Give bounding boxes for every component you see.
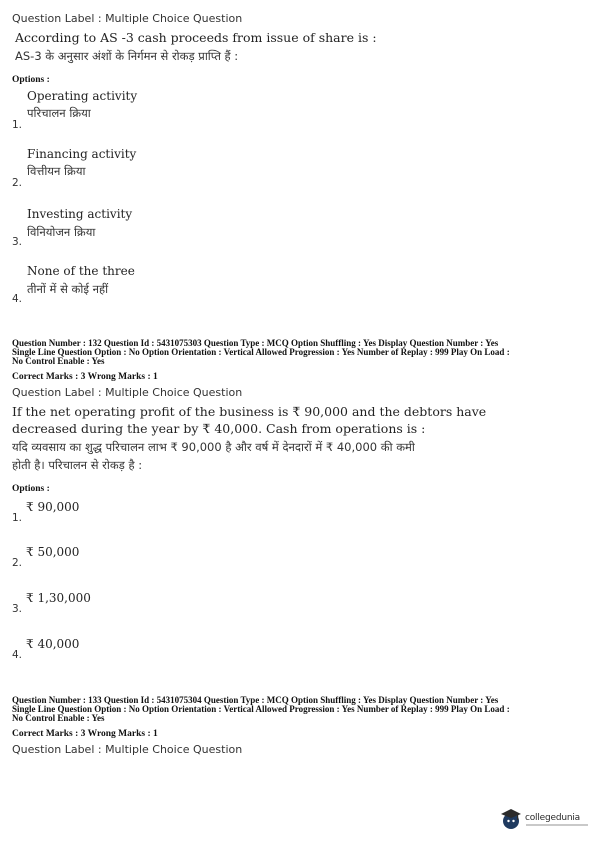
option-text-en: Investing activity (27, 207, 133, 221)
question-text-en: decreased during the year by ₹ 40,000. Cash from operations is : (12, 421, 426, 436)
option-text-hi: विनियोजन क्रिया (27, 225, 96, 239)
question-label: Question Label : Multiple Choice Question (12, 386, 243, 399)
question-text-hi: होती है। परिचालन से रोकड़ है : (12, 458, 143, 472)
question-label: Question Label : Multiple Choice Question (12, 12, 243, 25)
question-meta-line: No Control Enable : Yes (12, 356, 105, 366)
option-text-en: Financing activity (27, 147, 137, 161)
option-text-en: None of the three (27, 264, 135, 278)
option-number: 2. (12, 557, 23, 569)
options-heading: Options : (12, 484, 50, 494)
option-value: ₹ 50,000 (26, 545, 80, 559)
question-text-hi: यदि व्यवसाय का शुद्ध परिचालन लाभ ₹ 90,000 है और वर्ष में देनदारों में ₹ 40,000 की कमी (12, 440, 415, 454)
question-text-en: According to AS -3 cash proceeds from issue of share is : (15, 30, 377, 45)
option-value: ₹ 40,000 (26, 637, 80, 651)
option-text-hi: तीनों में से कोई नहीं (27, 282, 109, 296)
marks-line: Correct Marks : 3 Wrong Marks : 1 (12, 729, 158, 739)
question-meta-line: Question Number : 132 Question Id : 5431075303 Question Type : MCQ Option Shuffling : Yes Display Question Number : Yes (12, 338, 499, 348)
question-meta-line: Single Line Question Option : No Option Orientation : Vertical Allowed Progression : Yes Number of Replay : 999 Play On Load : (12, 347, 510, 357)
question-meta-line: No Control Enable : Yes (12, 713, 105, 723)
option-number: 4. (12, 649, 23, 661)
option-value: ₹ 90,000 (26, 500, 80, 514)
option-value: ₹ 1,30,000 (26, 591, 91, 605)
question-text-en: If the net operating profit of the business is ₹ 90,000 and the debtors have (12, 404, 487, 419)
option-number: 4. (12, 293, 23, 305)
option-text-en: Operating activity (27, 89, 138, 103)
option-text-hi: परिचालन क्रिया (27, 106, 91, 120)
question-text-hi: AS-3 के अनुसार अंशों के निर्गमन से रोकड़ प्राप्ति हैं : (15, 49, 239, 63)
logo-tagline-bar (526, 824, 588, 826)
option-number: 2. (12, 177, 23, 189)
marks-line: Correct Marks : 3 Wrong Marks : 1 (12, 372, 158, 382)
options-heading: Options : (12, 75, 50, 85)
option-number: 1. (12, 512, 23, 524)
option-number: 1. (12, 119, 23, 131)
question-meta-line: Single Line Question Option : No Option Orientation : Vertical Allowed Progression : Yes Number of Replay : 999 Play On Load : (12, 704, 510, 714)
option-number: 3. (12, 603, 23, 615)
logo-wordmark: collegedunia (525, 813, 580, 823)
option-text-hi: वित्तीयन क्रिया (27, 164, 86, 178)
collegedunia-logo (500, 804, 592, 834)
option-number: 3. (12, 236, 23, 248)
graduation-cap-icon (500, 807, 522, 831)
question-label: Question Label : Multiple Choice Question (12, 743, 243, 756)
question-meta-line: Question Number : 133 Question Id : 5431075304 Question Type : MCQ Option Shuffling : Yes Display Question Number : Yes (12, 695, 499, 705)
